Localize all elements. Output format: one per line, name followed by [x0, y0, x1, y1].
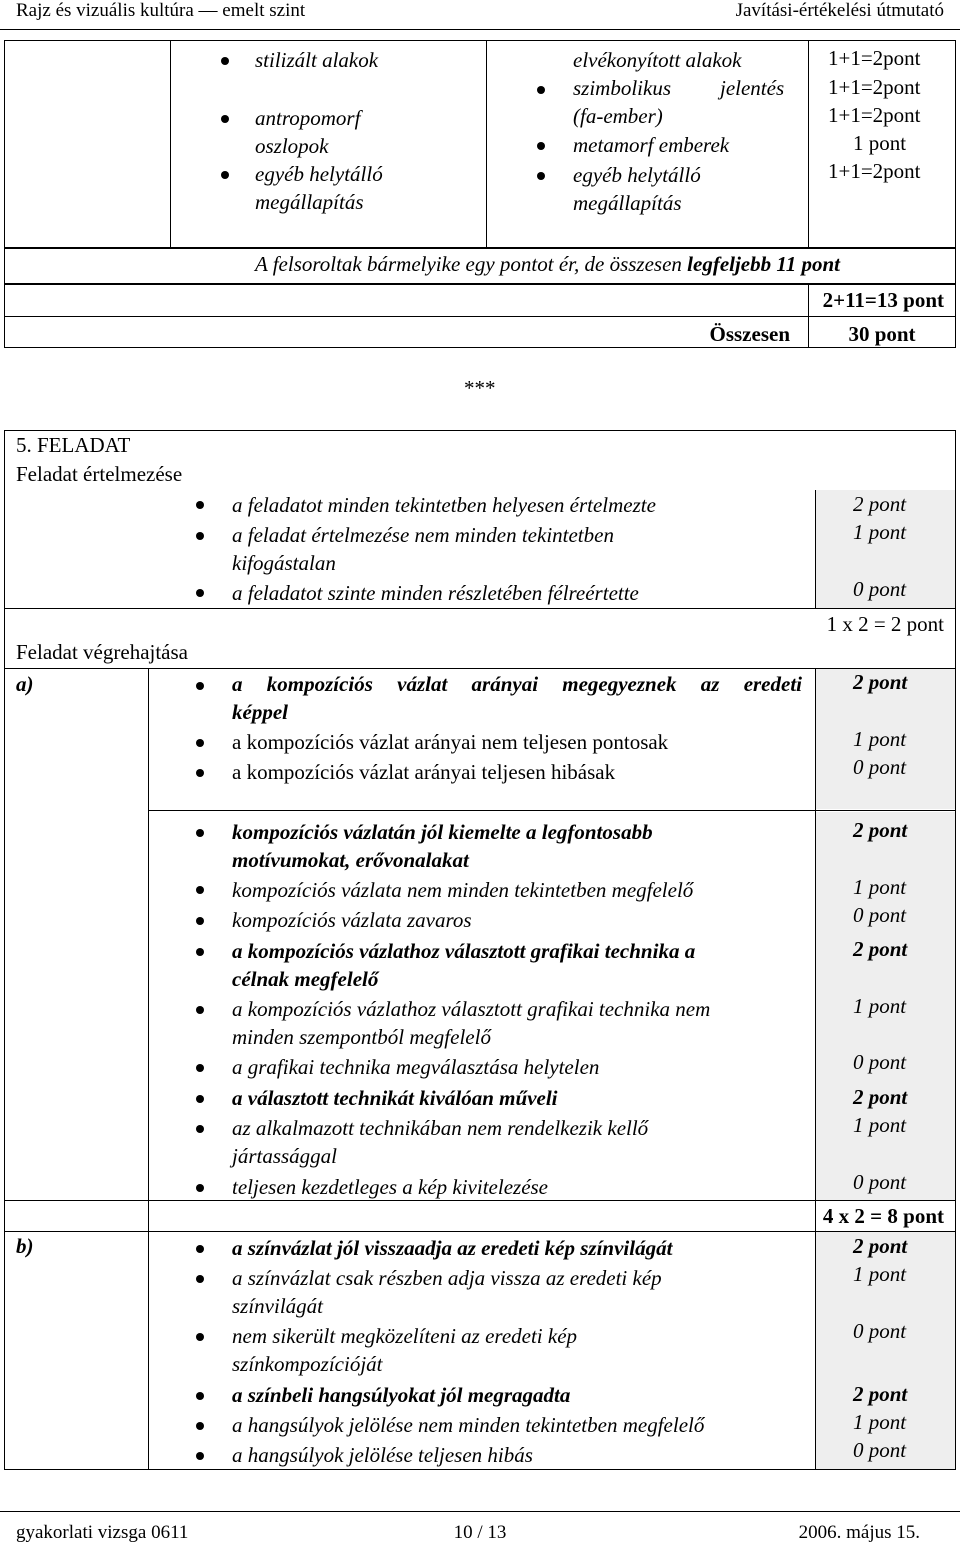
col2-item: elvékonyított alakok — [573, 48, 742, 72]
part-a-total-rule — [4, 1231, 956, 1232]
footer-rule — [0, 1511, 960, 1512]
bullet-icon — [196, 769, 204, 777]
top-points: 1+1=2pont — [828, 103, 921, 127]
part-a2-item: kompozíciós vázlatán jól kiemelte a legfontosabb — [232, 820, 653, 844]
part-b-points: 0 pont — [853, 1319, 907, 1343]
footer-center: 10 / 13 — [453, 1522, 507, 1543]
part-b-item: nem sikerült megközelíteni az eredeti kép — [232, 1324, 578, 1348]
bullet-icon — [196, 1392, 204, 1400]
col2-item: megállapítás — [573, 191, 682, 215]
part-a2-points: 2 pont — [853, 818, 908, 842]
col2-item: szimbolikus — [573, 76, 672, 100]
task-title: 5. FELADAT — [16, 433, 131, 457]
bullet-icon — [537, 172, 545, 180]
part-a2-item: a kompozíciós vázlathoz választott grafikai technika a — [232, 939, 696, 963]
interp-points: 2 pont — [853, 492, 907, 516]
part-a2-points: 0 pont — [853, 1170, 907, 1194]
part-b-points: 1 pont — [853, 1262, 907, 1286]
part-a2-points: 1 pont — [853, 1113, 907, 1137]
part-a2-item: a választott technikát kiválóan műveli — [232, 1086, 558, 1110]
part-b-item: a színvázlat csak részben adja vissza az eredeti kép — [232, 1266, 662, 1290]
total-value: 30 pont — [848, 322, 916, 346]
part-a2-item: jártassággal — [232, 1144, 338, 1168]
top-table-divider-3 — [808, 40, 809, 248]
part-b-item: a színvázlat jól visszaadja az eredeti kép színvilágát — [232, 1236, 673, 1260]
bullet-icon — [196, 1245, 204, 1253]
part-a1-points: 2 pont — [853, 670, 908, 694]
part-b-label: b) — [16, 1234, 34, 1258]
bullet-icon — [196, 739, 204, 747]
part-a2-points: 1 pont — [853, 994, 907, 1018]
bullet-icon — [221, 57, 229, 65]
interp-total: 1 x 2 = 2 pont — [826, 612, 944, 636]
interp-item: a feladatot minden tekintetben helyesen értelmezte — [232, 493, 656, 517]
part-a2-item: célnak megfelelő — [232, 967, 379, 991]
part-a-rule — [148, 810, 956, 811]
exec-heading: Feladat végrehajtása — [16, 640, 188, 664]
part-a-label: a) — [16, 672, 34, 696]
bullet-icon — [196, 1095, 204, 1103]
footer-left: gyakorlati vizsga 0611 — [16, 1522, 189, 1543]
interp-heading: Feladat értelmezése — [16, 462, 183, 486]
part-a-total: 4 x 2 = 8 pont — [822, 1204, 944, 1228]
subtotal-value: 2+11=13 pont — [822, 288, 944, 312]
part-a2-points: 2 pont — [853, 1085, 908, 1109]
col2-item: (fa-ember) — [573, 104, 663, 128]
header-right: Javítási-értékelési útmutató — [735, 0, 944, 21]
part-a2-item: kompozíciós vázlata zavaros — [232, 908, 472, 932]
bullet-icon — [196, 917, 204, 925]
part-a2-item: a kompozíciós vázlathoz választott grafikai technika nem — [232, 997, 711, 1021]
part-b-item: a színbeli hangsúlyokat jól megragadta — [232, 1383, 571, 1407]
interp-points: 1 pont — [853, 520, 907, 544]
bullet-icon — [221, 115, 229, 123]
part-b-points: 2 pont — [853, 1234, 908, 1258]
col2-item: metamorf emberek — [573, 133, 730, 157]
part-b-item: a hangsúlyok jelölése teljesen hibás — [232, 1443, 533, 1467]
bullet-icon — [196, 1006, 204, 1014]
bullet-icon — [196, 682, 204, 690]
bullet-icon — [196, 1333, 204, 1341]
total-row-rule — [4, 316, 956, 317]
bullet-icon — [537, 86, 545, 94]
bullet-icon — [196, 501, 204, 509]
interp-points: 0 pont — [853, 577, 907, 601]
part-a2-item: minden szempontból megfelelő — [232, 1025, 491, 1049]
part-a2-points: 0 pont — [853, 1050, 907, 1074]
part-b-points: 1 pont — [853, 1410, 907, 1434]
bullet-icon — [196, 829, 204, 837]
bullet-icon — [196, 1064, 204, 1072]
note-bold: legfeljebb 11 pont — [687, 252, 840, 276]
note-text — [255, 250, 840, 278]
part-b-item: a hangsúlyok jelölése nem minden tekintetben megfelelő — [232, 1413, 705, 1437]
top-points: 1+1=2pont — [828, 159, 921, 183]
total-label: Összesen — [709, 322, 790, 346]
interp-rule — [4, 608, 956, 609]
part-a2-item: a grafikai technika megválasztása helytelen — [232, 1055, 600, 1079]
bullet-icon — [196, 532, 204, 540]
part-b-points: 0 pont — [853, 1438, 907, 1462]
col1-item: antropomorf — [255, 106, 361, 130]
bullet-icon — [196, 1125, 204, 1133]
part-a1-item: a kompozíciós vázlat arányai nem teljesen pontosak — [232, 730, 669, 754]
part-a1-item: képpel — [232, 700, 288, 724]
part-a1-points: 0 pont — [853, 755, 907, 779]
interp-item: a feladat értelmezése nem minden tekintetben — [232, 523, 614, 547]
top-points: 1+1=2pont — [828, 46, 921, 70]
bullet-icon — [196, 948, 204, 956]
col1-item: egyéb helytálló — [255, 162, 383, 186]
part-a2-item: teljesen kezdetleges a kép kivitelezése — [232, 1175, 549, 1199]
header-left: Rajz és vizuális kultúra — emelt szint — [16, 0, 306, 21]
col1-item: stilizált alakok — [255, 48, 379, 72]
part-a1-item: a kompozíciós vázlat arányai teljesen hibásak — [232, 760, 616, 784]
top-points: 1+1=2pont — [828, 75, 921, 99]
part-a1-points: 1 pont — [853, 727, 907, 751]
header-rule — [0, 29, 960, 30]
col1-item: megállapítás — [255, 190, 364, 214]
part-a2-points: 2 pont — [853, 937, 908, 961]
top-table-divider-2 — [486, 40, 487, 248]
separator: *** — [464, 376, 496, 400]
top-table-divider-1 — [170, 40, 171, 248]
part-a2-item: motívumokat, erővonalakat — [232, 848, 469, 872]
col1-item: oszlopok — [255, 134, 329, 158]
note-normal: A felsoroltak bármelyike egy pontot ér, de összesen — [255, 252, 688, 276]
part-a2-points: 1 pont — [853, 875, 907, 899]
part-a2-points: 0 pont — [853, 903, 907, 927]
part-a2-item: kompozíciós vázlata nem minden tekintetben megfelelő — [232, 878, 694, 902]
col2-item: egyéb helytálló — [573, 163, 701, 187]
part-a2-item: az alkalmazott technikában nem rendelkezik kellő — [232, 1116, 649, 1140]
bullet-icon — [221, 171, 229, 179]
top-points: 1 pont — [853, 131, 907, 155]
col2-item: jelentés — [720, 76, 785, 100]
footer-right: 2006. május 15. — [798, 1522, 920, 1543]
bullet-icon — [196, 1184, 204, 1192]
bullet-icon — [196, 1422, 204, 1430]
label-divider — [148, 668, 149, 1470]
bullet-icon — [196, 589, 204, 597]
bullet-icon — [196, 1452, 204, 1460]
part-b-item: színvilágát — [232, 1294, 324, 1318]
bullet-icon — [537, 142, 545, 150]
exec-rule — [4, 668, 956, 669]
bullet-icon — [196, 1275, 204, 1283]
bullet-icon — [196, 886, 204, 894]
top-table — [4, 40, 956, 248]
part-a2-rule — [4, 1200, 956, 1201]
part-b-item: színkompozícióját — [232, 1352, 383, 1376]
part-b-points: 2 pont — [853, 1382, 908, 1406]
interp-item: kifogástalan — [232, 551, 336, 575]
interp-item: a feladatot szinte minden részletében félreértette — [232, 581, 639, 605]
part-a1-item: a kompozíciós vázlat arányai megegyeznek az eredeti — [232, 672, 802, 696]
